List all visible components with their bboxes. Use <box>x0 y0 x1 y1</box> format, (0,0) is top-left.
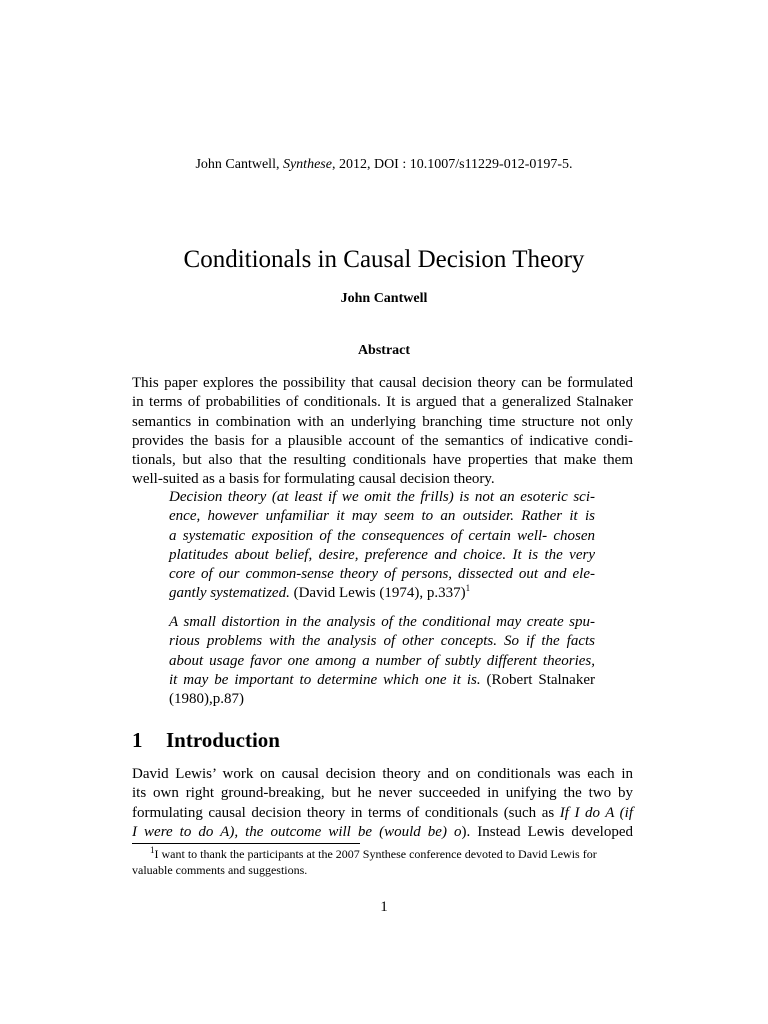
citation-journal: Synthese <box>282 157 332 172</box>
epigraph-line: about usage favor one among a number of subtly different theories, <box>169 652 595 669</box>
citation-header <box>0 155 768 175</box>
footnote-line: valuable comments and suggestions. <box>132 863 308 877</box>
abstract-line: provides the basis for a plausible account of the semantics of indicative condi- <box>132 432 633 449</box>
epigraph-last-line <box>169 584 595 603</box>
paper-author: John Cantwell <box>340 291 428 306</box>
epigraph-last-italic: gantly systematized. <box>169 585 290 602</box>
epigraph-line: Decision theory (at least if we omit the frills) is not an esoteric sci- <box>169 489 595 505</box>
epigraph-line: a systematic exposition of the consequences of certain well- chosen <box>169 527 595 544</box>
intro-line <box>132 804 633 823</box>
epigraph-stalnaker <box>169 613 595 709</box>
intro-text: formulating causal decision theory in terms of conditionals (such as <box>132 804 560 821</box>
paper-title: Conditionals in Causal Decision Theory <box>183 246 585 273</box>
epigraph-last-italic: it may be important to determine which one it is. <box>169 671 481 688</box>
footnote-number: 1 <box>150 845 155 855</box>
epigraph-citation: (Robert Stalnaker <box>480 671 595 688</box>
epigraph-line: ence, however unfamiliar it may seem to an outsider. Rather it is <box>169 508 595 525</box>
epigraph-citation-cont: (1980),p.87) <box>169 691 244 708</box>
abstract-heading: Abstract <box>357 343 411 358</box>
footnote <box>132 846 633 878</box>
intro-italic: I were to do A), the outcome will be (would be) o <box>132 823 462 840</box>
epigraph-line <box>169 671 595 690</box>
abstract-line: This paper explores the possibility that causal decision theory can be formulated <box>132 375 633 391</box>
page-number: 1 <box>380 899 388 915</box>
section-heading <box>132 726 280 754</box>
citation-author: John Cantwell, <box>195 157 283 172</box>
footnote-divider <box>132 843 360 844</box>
abstract-line: well-suited as a basis for formulating causal decision theory. <box>132 471 495 488</box>
intro-line: David Lewis’ work on causal decision theory and on conditionals was each in <box>132 766 633 782</box>
epigraph-line: A small distortion in the analysis of the conditional may create spu- <box>169 614 595 630</box>
intro-italic: If I do A (if <box>559 804 633 821</box>
footnote-text: I want to thank the participants at the 2007 Synthese conference devoted to David Lewis for <box>154 847 597 861</box>
citation-details: , 2012, DOI : 10.1007/s11229-012-0197-5. <box>331 157 573 172</box>
footnote-line <box>132 846 633 862</box>
abstract-body <box>132 374 633 490</box>
epigraph-line: platitudes about belief, desire, preference and choice. It is the very <box>169 546 595 563</box>
abstract-line: in terms of probabilities of conditionals. It is argued that a generalized Stalnaker <box>132 394 633 411</box>
abstract-line: tionals, but also that the resulting conditionals have properties that make them <box>132 452 633 469</box>
section-number: 1 <box>132 728 143 752</box>
abstract-line: semantics in combination with an underlying branching time structure not only <box>132 413 633 430</box>
footnote-marker: 1 <box>465 583 471 594</box>
epigraph-line: rious problems with the analysis of other concepts. So if the facts <box>169 633 595 650</box>
epigraph-lewis <box>169 488 595 604</box>
epigraph-citation: (David Lewis (1974), p.337) <box>289 585 466 602</box>
intro-line: its own right ground-breaking, but he never succeeded in unifying the two by <box>132 785 633 802</box>
intro-text: ). Instead Lewis developed <box>461 823 634 840</box>
epigraph-line: core of our common-sense theory of persons, dissected out and ele- <box>169 566 595 583</box>
intro-body <box>132 765 633 842</box>
intro-line <box>132 823 633 842</box>
section-title: Introduction <box>166 728 280 752</box>
